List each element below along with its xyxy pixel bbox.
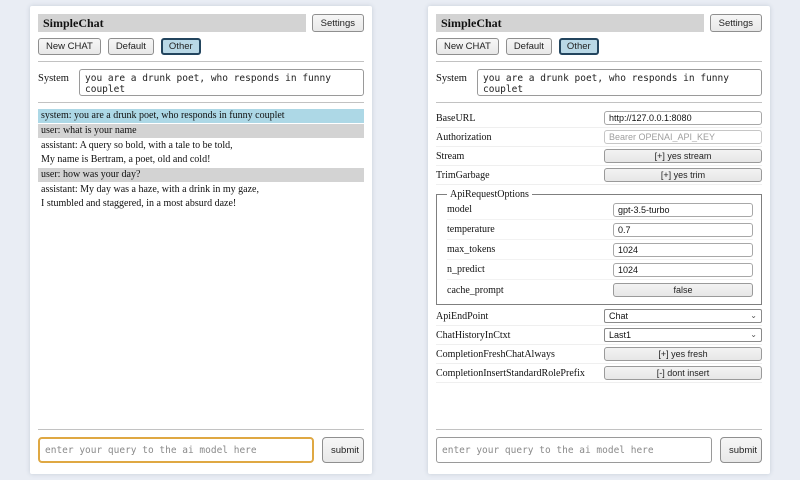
submit-button[interactable]: submit xyxy=(322,437,364,463)
setting-button-completioninsertstandardroleprefix[interactable]: [-] dont insert xyxy=(604,366,762,380)
divider xyxy=(38,429,364,430)
chat-message-line: assistant: A query so bold, with a tale to be told, xyxy=(41,140,233,151)
setting-button-trimgarbage[interactable]: [+] yes trim xyxy=(604,168,762,182)
setting-input-max-tokens[interactable] xyxy=(613,243,753,257)
setting-label: model xyxy=(447,204,472,215)
setting-label: cache_prompt xyxy=(447,284,504,296)
api-request-options-legend: ApiRequestOptions xyxy=(450,189,529,200)
session-button-other[interactable]: Other xyxy=(559,38,599,55)
setting-row-n-predict xyxy=(447,260,753,280)
session-button-other[interactable]: Other xyxy=(161,38,201,55)
session-button-default[interactable]: Default xyxy=(108,38,154,55)
query-input[interactable] xyxy=(38,437,314,463)
setting-row-authorization xyxy=(436,128,762,147)
system-label: System xyxy=(38,73,69,84)
setting-input-authorization[interactable] xyxy=(604,130,762,144)
setting-button-cache-prompt[interactable]: false xyxy=(613,283,753,297)
setting-select-chathistoryinctxt[interactable] xyxy=(604,328,762,342)
spacer xyxy=(38,212,364,423)
app-title: SimpleChat xyxy=(38,14,306,32)
session-toolbar xyxy=(38,38,364,55)
query-row xyxy=(38,437,364,463)
divider xyxy=(436,61,762,62)
setting-label: ChatHistoryInCtxt xyxy=(436,329,511,341)
settings-body xyxy=(436,109,762,383)
setting-label: max_tokens xyxy=(447,244,496,255)
titlebar xyxy=(436,14,762,32)
chat-message-line: user: what is your name xyxy=(38,124,364,138)
setting-row-max-tokens xyxy=(447,240,753,260)
setting-row-baseurl xyxy=(436,109,762,128)
new-chat-button[interactable]: New CHAT xyxy=(38,38,101,55)
chat-message-assistant xyxy=(38,183,364,211)
setting-label: Stream xyxy=(436,150,465,162)
setting-row-model xyxy=(447,200,753,220)
setting-row-cache-prompt xyxy=(447,280,753,300)
chat-message-user xyxy=(38,124,364,138)
new-chat-button[interactable]: New CHAT xyxy=(436,38,499,55)
divider xyxy=(436,429,762,430)
divider xyxy=(436,102,762,103)
setting-label: CompletionInsertStandardRolePrefix xyxy=(436,367,585,379)
setting-row-trimgarbage xyxy=(436,166,762,185)
query-row xyxy=(436,437,762,463)
chat-message-system xyxy=(38,109,364,123)
query-input[interactable] xyxy=(436,437,712,463)
chat-message-line: system: you are a drunk poet, who responds in funny couplet xyxy=(38,109,364,123)
session-toolbar xyxy=(436,38,762,55)
chat-message-assistant xyxy=(38,139,364,167)
spacer xyxy=(436,383,762,423)
chat-message-line: assistant: My day was a haze, with a drink in my gaze, xyxy=(41,184,259,195)
setting-row-apiendpoint xyxy=(436,307,762,326)
chat-panel xyxy=(30,6,372,474)
system-label: System xyxy=(436,73,467,84)
settings-panel xyxy=(428,6,770,474)
setting-button-stream[interactable]: [+] yes stream xyxy=(604,149,762,163)
selected-option-label: Chat xyxy=(609,311,629,321)
setting-input-temperature[interactable] xyxy=(613,223,753,237)
setting-row-stream xyxy=(436,147,762,166)
setting-label: Authorization xyxy=(436,131,492,143)
api-request-options-fieldset xyxy=(436,189,762,305)
settings-button[interactable]: Settings xyxy=(312,14,364,32)
submit-button[interactable]: submit xyxy=(720,437,762,463)
chat-message-line: My name is Bertram, a poet, old and cold! xyxy=(41,154,211,165)
chat-message-user xyxy=(38,168,364,182)
setting-label: TrimGarbage xyxy=(436,169,490,181)
selected-option-label: Last1 xyxy=(609,330,632,340)
setting-label: temperature xyxy=(447,224,495,235)
setting-label: n_predict xyxy=(447,264,485,275)
setting-select-apiendpoint[interactable] xyxy=(604,309,762,323)
setting-label: ApiEndPoint xyxy=(436,310,489,322)
settings-rows-api xyxy=(447,200,753,300)
setting-label: BaseURL xyxy=(436,112,476,124)
app-title: SimpleChat xyxy=(436,14,704,32)
setting-row-chathistoryinctxt xyxy=(436,326,762,345)
setting-input-baseurl[interactable] xyxy=(604,111,762,125)
system-prompt-input[interactable]: you are a drunk poet, who responds in funny couplet xyxy=(79,69,364,96)
system-prompt-row xyxy=(38,69,364,96)
chevron-down-icon: ⌄ xyxy=(750,311,757,320)
system-prompt-row xyxy=(436,69,762,96)
titlebar xyxy=(38,14,364,32)
chat-log xyxy=(38,109,364,212)
divider xyxy=(38,61,364,62)
chat-message-line: I stumbled and staggered, in a most absurd daze! xyxy=(41,198,237,209)
system-prompt-input[interactable]: you are a drunk poet, who responds in funny couplet xyxy=(477,69,762,96)
session-button-default[interactable]: Default xyxy=(506,38,552,55)
chat-message-line: user: how was your day? xyxy=(38,168,364,182)
settings-rows-top xyxy=(436,109,762,185)
setting-button-completionfreshchatalways[interactable]: [+] yes fresh xyxy=(604,347,762,361)
chevron-down-icon: ⌄ xyxy=(750,330,757,339)
settings-rows-bottom xyxy=(436,307,762,383)
setting-row-completioninsertstandardroleprefix xyxy=(436,364,762,383)
setting-input-model[interactable] xyxy=(613,203,753,217)
setting-input-n-predict[interactable] xyxy=(613,263,753,277)
settings-button[interactable]: Settings xyxy=(710,14,762,32)
setting-label: CompletionFreshChatAlways xyxy=(436,348,555,360)
setting-row-temperature xyxy=(447,220,753,240)
setting-row-completionfreshchatalways xyxy=(436,345,762,364)
divider xyxy=(38,102,364,103)
